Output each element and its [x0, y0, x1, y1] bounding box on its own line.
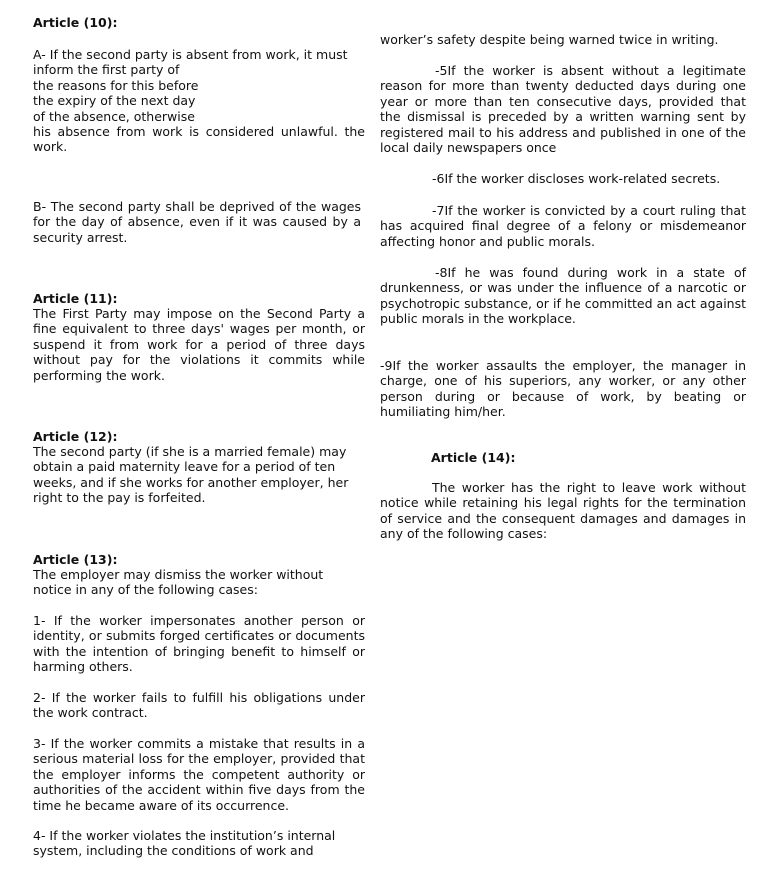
article-13-item-8: -8If he was found during work in a state of drunkenness, or was under the influence of a narcotic or psychotropic substance, or if he committed an act against public morals in the workplace.: [380, 265, 746, 327]
article-13-item-6: -6If the worker discloses work-related secrets.: [432, 171, 721, 186]
article-13-item-5: -5If the worker is absent without a legitimate reason for more than twenty deducted days during one year or more than ten consecutive days, provided that the dismissal is preceded by a written warning sent by registered mail to his address and published in one of the local daily newspapers once: [380, 63, 746, 156]
article-10-part-a-line: A- If the second party is absent from work, it must: [33, 47, 348, 62]
article-13-item-2: 2- If the worker fails to fulfill his obligations under the work contract.: [33, 690, 365, 721]
article-13-item-4-continuation: worker’s safety despite being warned twice in writing.: [380, 32, 719, 47]
article-12-body: The second party (if she is a married female) may obtain a paid maternity leave for a period of ten weeks, and if she works for another employer, her right to the pay is forfeited.: [33, 444, 349, 506]
article-10-title: Article (10):: [33, 15, 118, 30]
article-10-part-a-line: inform the first party of: [33, 62, 180, 78]
article-13-item-7: -7If the worker is convicted by a court ruling that has acquired final degree of a felony or misdemeanor affecting honor and public morals.: [380, 203, 746, 249]
article-12-title: Article (12):: [33, 429, 118, 444]
article-14-title: Article (14):: [431, 450, 516, 465]
article-10-part-a-tail: his absence from work is considered unlawful. the work.: [33, 124, 365, 155]
article-14-body: The worker has the right to leave work without notice while retaining his legal rights for the termination of service and the consequent damages and damages in any of the following cases:: [380, 480, 746, 542]
article-10-part-a: [33, 47, 365, 155]
article-10-part-a-line: of the absence, otherwise: [33, 108, 195, 124]
article-10-part-b: B- The second party shall be deprived of the wages for the day of absence, even if it was caused by a security arrest.: [33, 199, 361, 245]
article-13-item-3: 3- If the worker commits a mistake that results in a serious material loss for the employer, provided that the employer informs the competent authority or authorities of the accident within five days from the time he became aware of its occurrence.: [33, 736, 365, 813]
article-13-item-4: 4- If the worker violates the institution’s internal system, including the conditions of work and: [33, 828, 336, 859]
article-13-intro: The employer may dismiss the worker without notice in any of the following cases:: [33, 567, 324, 598]
article-10-part-a-line: the reasons for this before: [33, 77, 199, 93]
article-11-title: Article (11):: [33, 291, 118, 306]
article-13-title: Article (13):: [33, 552, 118, 567]
article-11-body: The First Party may impose on the Second Party a fine equivalent to three days' wages per month, or suspend it from work for a period of three days without pay for the violations it commits while performing the work.: [33, 306, 365, 383]
article-10-part-a-line: the expiry of the next day: [33, 93, 196, 109]
article-13-item-1: 1- If the worker impersonates another person or identity, or submits forged certificates or documents with the intention of bringing benefit to himself or harming others.: [33, 613, 365, 675]
article-13-item-9: -9If the worker assaults the employer, the manager in charge, one of his superiors, any worker, or any other person during or because of work, by beating or humiliating him/her.: [380, 358, 746, 420]
